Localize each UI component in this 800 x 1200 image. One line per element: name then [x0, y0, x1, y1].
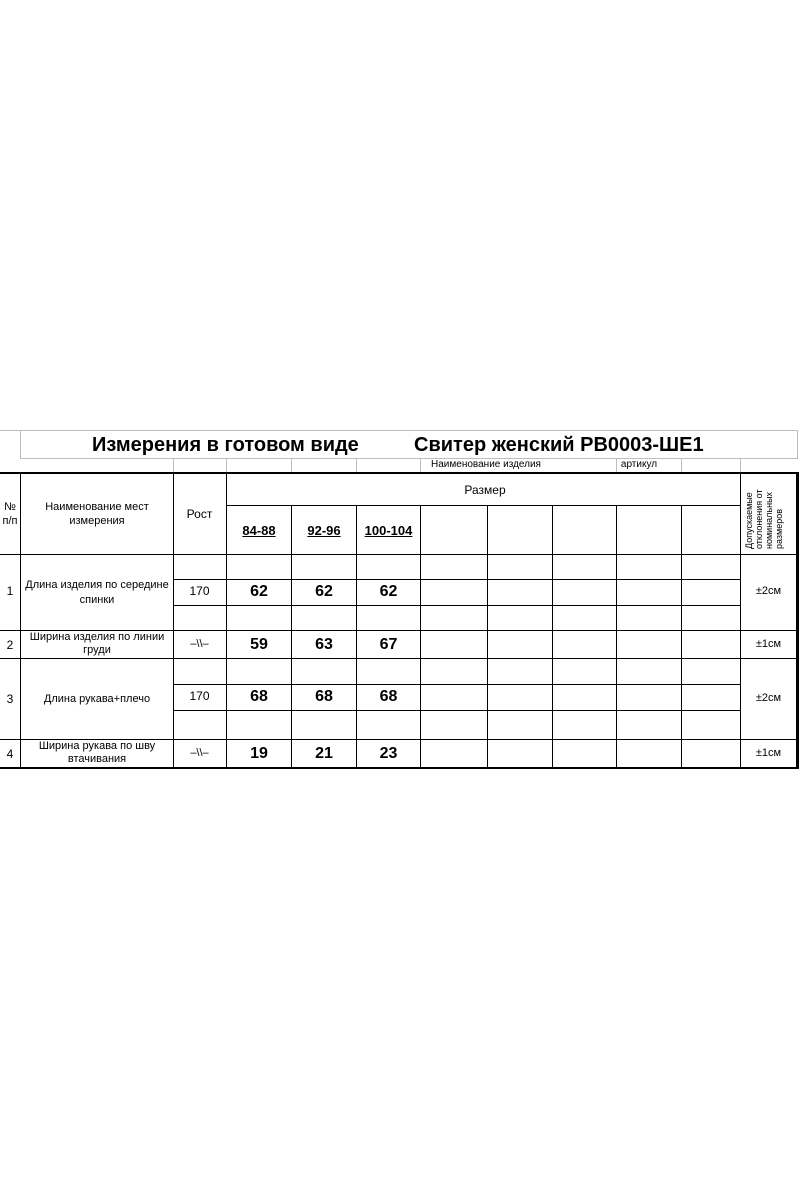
row-line: [173, 579, 740, 580]
header-number: № п/п: [2, 501, 18, 527]
header-measure-name: Наименование мест измерения: [45, 501, 149, 527]
row-line: [173, 710, 740, 711]
row-line: [226, 505, 740, 506]
size-value: 21: [315, 745, 333, 762]
gridline: [291, 458, 292, 472]
gridline: [20, 430, 21, 458]
col-line: [681, 505, 682, 769]
header-height: Рост: [186, 507, 213, 521]
col-line: [226, 472, 227, 769]
row-number: 2: [6, 638, 14, 652]
size-value: 63: [315, 636, 333, 653]
gridline: [681, 458, 682, 472]
size-label-1: 84-88: [242, 523, 276, 538]
size-value: 23: [379, 745, 398, 762]
article-label: артикул: [620, 459, 658, 470]
header-tolerance: Допускаемые отклонения от номинальных размеров: [744, 489, 784, 549]
row-number: 3: [6, 692, 14, 706]
row-number: 1: [6, 584, 14, 598]
row-line: [173, 605, 740, 606]
measure-name: Ширина изделия по линии груди: [29, 631, 165, 656]
header-size: Размер: [464, 483, 506, 497]
header-tolerance-cell: [741, 476, 797, 550]
tolerance-value: ±2см: [755, 692, 782, 704]
table-top-border: [0, 472, 798, 474]
gridline: [226, 458, 227, 472]
row-line: [173, 684, 740, 685]
size-value: 62: [250, 583, 268, 600]
sheet-title: [20, 432, 800, 458]
size-label-2: 92-96: [307, 523, 341, 538]
size-value: 62: [315, 583, 333, 600]
size-value: 59: [250, 636, 268, 653]
gridline: [20, 430, 798, 431]
title-measurements: Измерения в готовом виде: [92, 434, 359, 456]
size-value: 68: [315, 688, 333, 705]
measure-name: Длина рукава+плечо: [43, 693, 151, 705]
size-value: 19: [250, 745, 268, 762]
row-line: [0, 554, 798, 555]
col-line: [616, 505, 617, 769]
size-value: 68: [379, 688, 398, 705]
height-value: 170: [189, 584, 210, 598]
gridline: [797, 430, 798, 458]
product-name-label: Наименование изделия: [431, 459, 541, 470]
col-line: [487, 505, 488, 769]
gridline: [740, 458, 741, 472]
gridline: [356, 458, 357, 472]
tolerance-value: ±1см: [755, 638, 782, 650]
gridline: [173, 458, 174, 472]
size-value: 67: [379, 636, 398, 653]
title-product: Свитер женский PB0003-ШЕ1: [414, 434, 704, 456]
height-value: 170: [189, 689, 210, 703]
col-line: [552, 505, 553, 769]
measure-name: Длина изделия по середине спинки: [25, 579, 169, 606]
size-value: 62: [379, 583, 398, 600]
col-line: [20, 472, 21, 769]
tolerance-value: ±1см: [755, 747, 782, 759]
size-label-3: 100-104: [364, 523, 413, 538]
col-line: [420, 505, 421, 769]
height-value: –\\–: [190, 747, 209, 759]
tolerance-value: ±2см: [755, 585, 782, 597]
row-number: 4: [6, 747, 14, 761]
height-value: –\\–: [190, 638, 209, 650]
gridline: [0, 430, 20, 431]
size-value: 68: [250, 688, 268, 705]
measure-name: Ширина рукава по шву втачивания: [38, 740, 156, 765]
